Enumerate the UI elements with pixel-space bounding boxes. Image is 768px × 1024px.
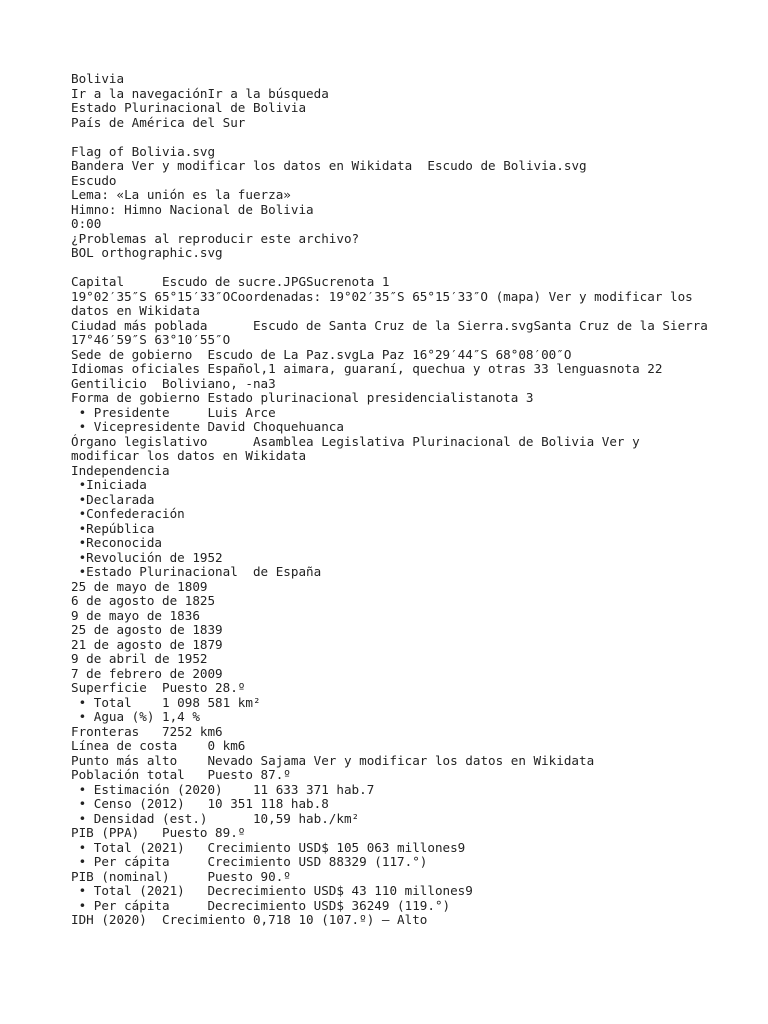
article-text <box>71 71 716 928</box>
official-name: Estado Plurinacional de Bolivia <box>71 100 307 115</box>
wikidata-edit-link[interactable]: Ver y modificar los datos en Wikidata <box>71 288 701 318</box>
infobox-area-total: • Total 1 098 581 km² <box>71 694 261 710</box>
infobox-demonym: Gentilicio Boliviano, -na3 <box>71 375 276 391</box>
anthem[interactable]: Himno: Himno Nacional de Bolivia <box>71 201 314 217</box>
coat-of-arms-label: Escudo <box>71 172 117 188</box>
infobox-population-census: • Censo (2012) 10 351 118 hab.8 <box>71 796 329 811</box>
infobox-highest-point <box>71 754 711 769</box>
infobox-gdp-ppp: PIB (PPA) Puesto 89.º <box>71 825 246 840</box>
independence-item: •Iniciada <box>71 477 147 492</box>
infobox-population: Población total Puesto 87.º <box>71 767 291 782</box>
wikidata-edit-link[interactable]: Ver y modificar los datos en Wikidata <box>71 433 648 463</box>
infobox-president: • Presidente Luis Arce <box>71 404 276 420</box>
infobox-seat: Sede de gobierno Escudo de La Paz.svgLa Paz 16°29′44″S 68°08′00″O <box>71 346 572 362</box>
independence-date: 7 de febrero de 2009 <box>71 665 223 681</box>
infobox-gdp-ppp-total: • Total (2021) Crecimiento USD$ 105 063 millones9 <box>71 839 466 855</box>
infobox-borders: Fronteras 7252 km6 <box>71 723 223 739</box>
map-image-alt[interactable]: BOL orthographic.svg <box>71 245 223 260</box>
flag-label: Bandera <box>71 158 125 173</box>
independence-date: 21 de agosto de 1879 <box>71 636 223 652</box>
independence-item: •República <box>71 520 155 536</box>
infobox-independence: Independencia <box>71 462 170 478</box>
infobox-gdp-nominal: PIB (nominal) Puesto 90.º <box>71 868 291 884</box>
skip-to-search-link[interactable]: Ir a la búsqueda <box>207 85 329 101</box>
independence-date: 9 de abril de 1952 <box>71 651 208 666</box>
spacer <box>71 261 711 276</box>
infobox-population-density: • Densidad (est.) 10,59 hab./km² <box>71 810 360 826</box>
page-title: Bolivia <box>71 71 125 86</box>
infobox-legislature <box>71 435 711 464</box>
infobox-coastline: Línea de costa 0 km6 <box>71 738 246 753</box>
spacer <box>71 130 711 145</box>
highest-point-value: Punto más alto Nevado Sajama <box>71 752 314 768</box>
skip-to-navigation-link[interactable]: Ir a la navegación <box>71 85 208 101</box>
coat-of-arms-image-alt[interactable]: Escudo de Bolivia.svg <box>427 158 587 173</box>
infobox-capital-coords <box>71 290 711 319</box>
audio-time: 0:00 <box>71 216 102 231</box>
infobox-population-estimate: • Estimación (2020) 11 633 371 hab.7 <box>71 781 375 797</box>
infobox-area-water: • Agua (%) 1,4 % <box>71 709 200 724</box>
infobox-gdp-ppp-per-capita: • Per cápita Crecimiento USD 88329 (117.°) <box>71 854 428 869</box>
independence-item: •Estado Plurinacional de España <box>71 564 322 579</box>
wikidata-edit-link[interactable]: Ver y modificar los datos en Wikidata <box>313 752 595 768</box>
skip-links <box>71 87 711 102</box>
motto: Lema: «La unión es la fuerza» <box>71 187 291 202</box>
independence-item: •Revolución de 1952 <box>71 549 223 565</box>
infobox-area: Superficie Puesto 28.º <box>71 680 246 695</box>
independence-date: 25 de agosto de 1839 <box>71 622 223 637</box>
independence-date: 6 de agosto de 1825 <box>71 593 216 608</box>
flag-image-alt[interactable]: Flag of Bolivia.svg <box>71 143 216 159</box>
infobox-largest-city: Ciudad más poblada Escudo de Santa Cruz de la Sierra.svgSanta Cruz de la Sierra 17°46′59″S 63°10′55″O <box>71 317 716 347</box>
wikidata-edit-link[interactable]: Ver y modificar los datos en Wikidata <box>131 158 413 173</box>
infobox-gdp-nominal-per-capita: • Per cápita Decrecimiento USD$ 36249 (119.°) <box>71 897 451 913</box>
infobox-vice-president: • Vicepresidente David Choquehuanca <box>71 419 344 434</box>
legislature-name: Órgano legislativo Asamblea Legislativa Plurinacional de Bolivia <box>71 433 602 449</box>
infobox-gdp-nominal-total: • Total (2021) Decrecimiento USD$ 43 110 millones9 <box>71 883 473 898</box>
independence-item: •Confederación <box>71 506 185 521</box>
flag-caption-row <box>71 159 711 174</box>
independence-date: 25 de mayo de 1809 <box>71 578 208 594</box>
independence-item: •Reconocida <box>71 535 162 550</box>
infobox-languages: Idiomas oficiales Español,1 aimara, guaraní, quechua y otras 33 lenguasnota 22 <box>71 361 663 376</box>
independence-item: •Declarada <box>71 491 155 507</box>
infobox-government: Forma de gobierno Estado plurinacional presidencialistanota 3 <box>71 390 534 405</box>
independence-date: 9 de mayo de 1836 <box>71 607 200 623</box>
audio-help-link[interactable]: ¿Problemas al reproducir este archivo? <box>71 230 360 246</box>
infobox-hdi: IDH (2020) Crecimiento 0,718 10 (107.º) – Alto <box>71 912 428 927</box>
infobox-capital: Capital Escudo de sucre.JPGSucrenota 1 <box>71 274 390 289</box>
capital-coordinates[interactable]: 19°02′35″S 65°15′33″OCoordenadas: 19°02′35″S 65°15′33″O (mapa) <box>71 288 549 304</box>
page-subtitle: País de América del Sur <box>71 114 246 130</box>
